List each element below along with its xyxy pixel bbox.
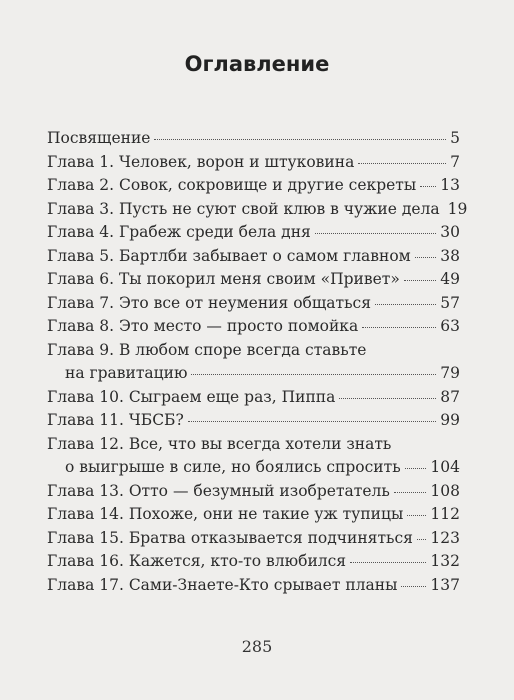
toc-entry-title: Глава 3. Пусть не суют свой клюв в чужие дела: [47, 199, 440, 218]
toc-entry-row: [47, 456, 460, 480]
toc-entry-title: о выигрыше в силе, но боялись спросить: [65, 458, 401, 476]
toc-entry-title: Глава 15. Братва отказывается подчиняться: [47, 528, 413, 547]
toc-entry-title: на гравитацию: [65, 364, 188, 382]
toc-entry-row: [47, 550, 460, 574]
toc-entry: [47, 339, 460, 386]
dot-leader: [375, 303, 436, 305]
dot-leader: [315, 232, 436, 234]
toc-entry-page-number: 79: [440, 364, 460, 382]
toc-entry: [47, 503, 460, 527]
toc-entry-page-number: 99: [440, 411, 460, 429]
toc-entry-row: [47, 480, 460, 504]
toc-entry-row: [47, 221, 460, 245]
dot-leader: [404, 279, 436, 281]
toc-entry-row: [47, 574, 460, 598]
toc-entry-row: [47, 174, 460, 198]
toc-entry-page-number: 7: [450, 152, 460, 171]
toc-entry: [47, 527, 460, 551]
toc-entry-row: [47, 503, 460, 527]
toc-entry-title-line: Глава 12. Все, что вы всегда хотели знать: [47, 434, 392, 453]
toc-entry-page-number: 57: [440, 293, 460, 312]
toc-entry: [47, 292, 460, 316]
toc-entry-title: Глава 7. Это все от неумения общаться: [47, 293, 372, 312]
toc-entry-row: [47, 362, 460, 386]
toc-entry: [47, 574, 460, 598]
table-of-contents: [47, 127, 468, 597]
toc-entry: [47, 221, 460, 245]
toc-entry-row: [47, 409, 460, 433]
toc-entry-row: [47, 127, 460, 151]
dot-leader: [415, 256, 437, 258]
toc-entry-page-number: 108: [430, 481, 460, 500]
toc-entry-title: Глава 16. Кажется, кто-то влюбился: [47, 552, 347, 570]
toc-entry-title: Глава 1. Человек, ворон и штуковина: [47, 152, 355, 171]
toc-entry-title: Посвящение: [47, 129, 151, 147]
toc-entry-page-number: 30: [440, 223, 460, 241]
toc-entry-title: Глава 10. Сыграем еще раз, Пиппа: [47, 387, 336, 406]
dot-leader: [188, 420, 437, 422]
toc-entry-page-number: 19: [447, 199, 468, 218]
toc-entry-title: Глава 5. Бартлби забывает о самом главном: [47, 246, 411, 265]
toc-entry-page-number: 132: [430, 552, 460, 570]
toc-entry-title: Глава 4. Грабеж среди бела дня: [47, 223, 311, 241]
toc-entry: [47, 315, 460, 339]
toc-entry: [47, 268, 460, 292]
toc-entry-title: Глава 13. Отто — безумный изобретатель: [47, 481, 390, 500]
toc-entry-page-number: 87: [440, 387, 460, 406]
toc-entry-page-number: 123: [430, 528, 460, 547]
toc-entry-page-number: 104: [430, 458, 460, 476]
toc-entry: [47, 174, 460, 198]
toc-entry-title: Глава 8. Это место — просто помойка: [47, 317, 359, 335]
toc-entry: [47, 550, 460, 574]
toc-entry-title: Глава 17. Сами-Знаете-Кто срывает планы: [47, 575, 398, 594]
toc-entry-page-number: 5: [450, 129, 460, 147]
dot-leader: [191, 373, 436, 375]
toc-entry-page-number: 63: [440, 317, 460, 335]
toc-entry: [47, 198, 468, 222]
toc-entry-page-number: 112: [430, 505, 460, 523]
toc-entry-title: Глава 6. Ты покорил меня своим «Привет»: [47, 270, 400, 288]
toc-entry-title: Глава 11. ЧБСБ?: [47, 411, 184, 429]
toc-entry: [47, 151, 460, 175]
dot-leader: [401, 585, 426, 587]
page-title: Оглавление: [184, 52, 330, 76]
toc-entry-page-number: 49: [440, 270, 460, 288]
dot-leader: [350, 561, 426, 563]
toc-entry-row: [47, 198, 468, 222]
toc-entry-row: [47, 245, 460, 269]
dot-leader: [417, 538, 426, 540]
toc-entry-row: [47, 292, 460, 316]
toc-entry-title-line: Глава 9. В любом споре всегда ставьте: [47, 340, 367, 359]
dot-leader: [394, 491, 427, 493]
dot-leader: [420, 185, 436, 187]
toc-entry-page-number: 38: [440, 246, 460, 265]
toc-entry-row: [47, 386, 460, 410]
page-number: 285: [241, 637, 273, 656]
toc-entry: [47, 127, 460, 151]
toc-entry: [47, 433, 460, 480]
toc-entry: [47, 245, 460, 269]
dot-leader: [358, 162, 446, 164]
toc-entry: [47, 409, 460, 433]
dot-leader: [362, 326, 436, 328]
toc-entry-row: [47, 527, 460, 551]
toc-entry: [47, 386, 460, 410]
dot-leader: [154, 138, 446, 140]
dot-leader: [405, 467, 427, 469]
toc-entry-page-number: 137: [430, 575, 460, 594]
dot-leader: [407, 514, 426, 516]
toc-entry-row: [47, 268, 460, 292]
toc-entry: [47, 480, 460, 504]
toc-entry-page-number: 13: [440, 176, 460, 194]
toc-entry-title: Глава 2. Совок, сокровище и другие секреты: [47, 176, 417, 194]
toc-entry-row: [47, 151, 460, 175]
toc-entry-title: Глава 14. Похоже, они не такие уж тупицы: [47, 505, 404, 523]
dot-leader: [339, 397, 436, 399]
toc-entry-row: [47, 315, 460, 339]
